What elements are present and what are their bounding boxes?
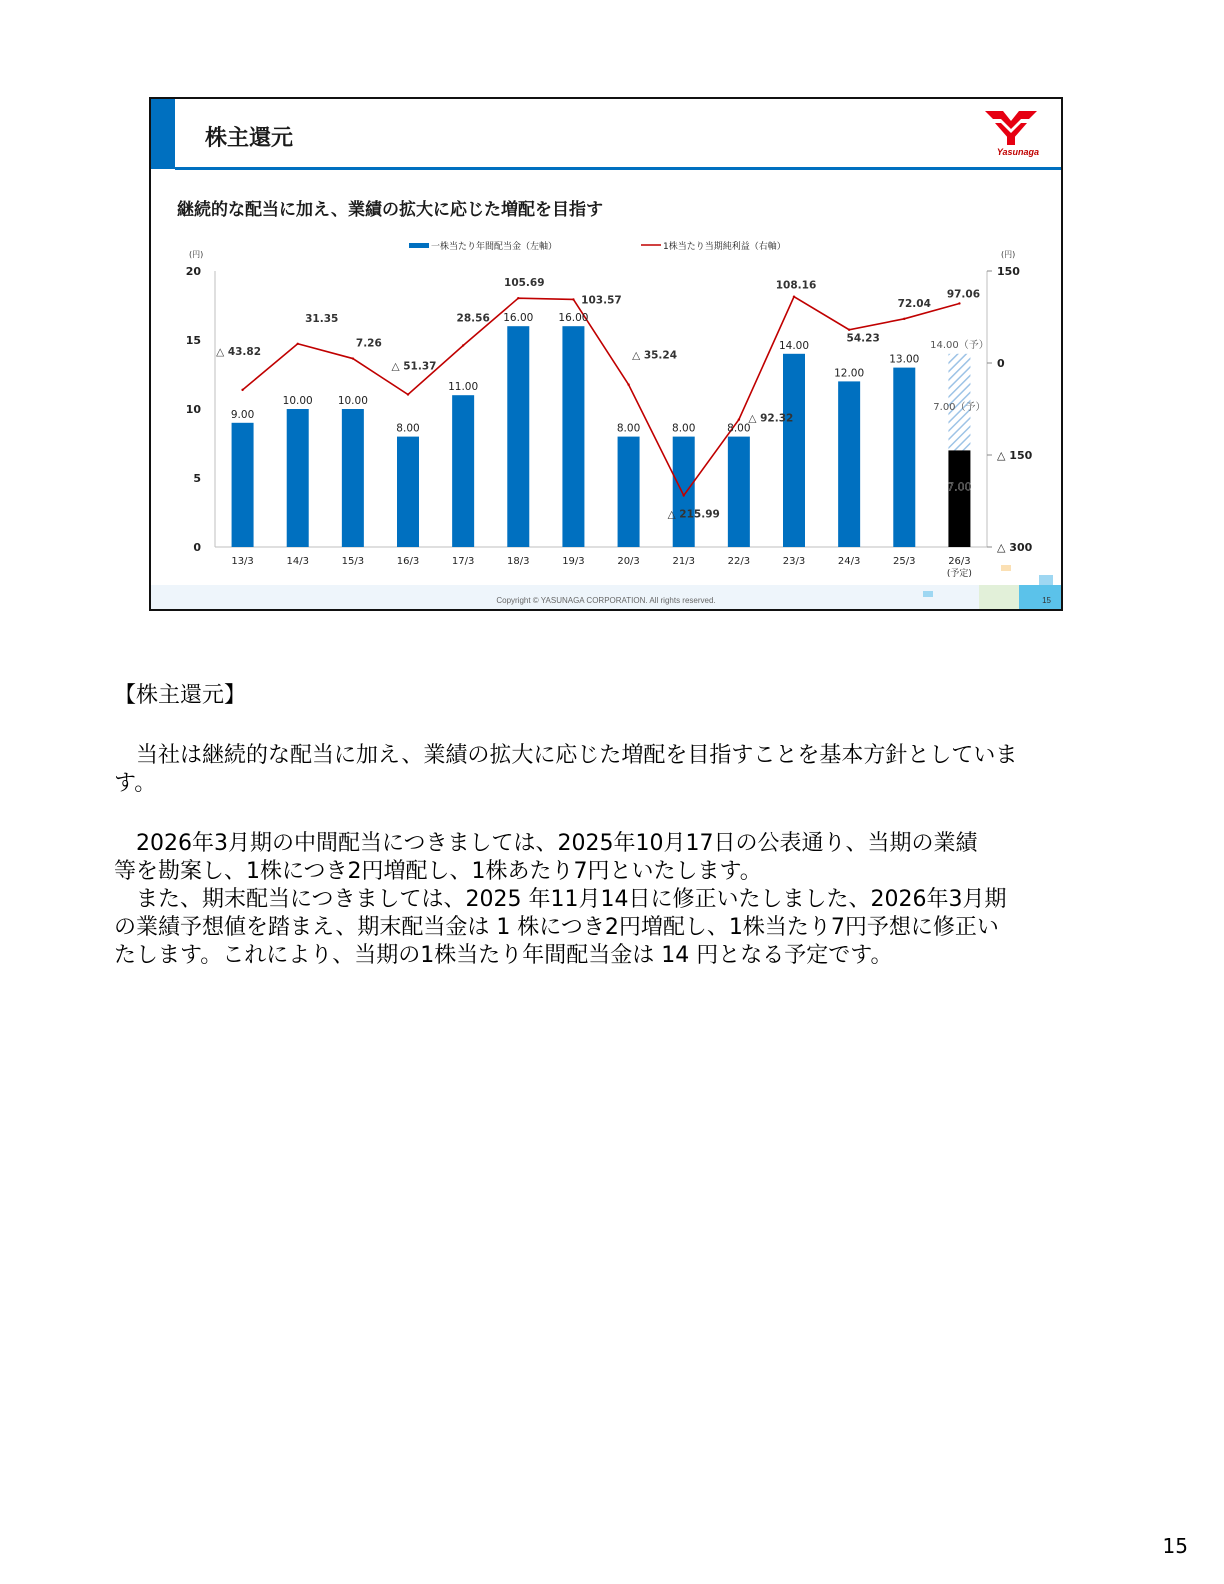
page-number: 15 [1162,1534,1188,1558]
bar [673,437,695,547]
forecast-total-label: 14.00（予） [930,339,989,351]
bar-label: 16.00 [558,312,589,325]
x-tick-note: (予定) [946,569,972,579]
logo-text: Yasunaga [996,147,1039,157]
eps-label: 108.16 [775,279,817,292]
x-tick-label: 21/3 [672,556,695,567]
eps-point [352,357,354,359]
eps-label: 97.06 [946,288,981,301]
body-text [114,682,1114,970]
eps-point [627,383,629,385]
eps-label: 103.57 [581,294,622,307]
bar [618,437,640,547]
forecast-half-label: 7.00（予） [933,401,986,413]
right-axis-unit: (円) [1001,250,1016,259]
bar-label: 10.00 [337,395,368,407]
legend-line-label: 1株当たり当期純利益（右軸） [663,242,786,252]
slide-number: 15 [1042,596,1051,605]
eps-point [462,344,464,346]
left-axis-unit: (円) [189,250,204,259]
bar-label: 16.00 [503,312,534,325]
x-tick-label: 18/3 [507,556,530,567]
x-tick-label: 22/3 [727,556,751,567]
bar [893,368,915,547]
bar-label: 8.00 [727,422,751,435]
footer-decoration [1039,575,1053,585]
slide [149,97,1063,611]
eps-point [848,329,850,331]
legend [409,240,786,252]
left-tick-label: 5 [193,472,201,485]
x-tick-label: 17/3 [451,556,475,567]
eps-point [683,494,685,496]
bar-label: 11.00 [448,381,479,394]
eps-label: 7.26 [355,337,382,350]
right-tick-label: △ 150 [997,449,1033,462]
eps-point [241,389,243,391]
left-tick-label: 0 [193,541,201,554]
dividend-eps-chart [151,99,1061,609]
bar-label: 8.00 [396,422,420,435]
x-tick-label: 23/3 [782,556,806,567]
bar [452,395,474,547]
eps-label: 54.23 [846,332,880,345]
x-tick-label: 20/3 [617,556,640,567]
bar [783,354,805,547]
eps-label: △ 215.99 [667,508,720,521]
copyright-text: Copyright © YASUNAGA CORPORATION. All rights reserved. [496,596,716,605]
eps-label: 72.04 [897,297,931,310]
bar [562,326,584,547]
bar-label: 7.00 [947,480,972,494]
x-tick-label: 13/3 [231,556,254,567]
slide-subtitle: 継続的な配当に加え、業績の拡大に応じた増配を目指す [177,200,604,220]
bar [948,450,970,547]
bar-label: 13.00 [889,353,920,366]
bar [342,409,364,547]
paragraph-line: の業績予想値を踏まえ、期末配当金は 1 株につき2円増配し、1株当たり7円予想に修正い [114,915,999,940]
paragraph-line: 2026年3月期の中間配当につきましては、2025年10月17日の公表通り、当期の業績 [114,831,978,856]
paragraph-line: す。 [114,771,157,796]
x-tick-label: 15/3 [341,556,365,567]
left-tick-label: 15 [185,334,201,347]
right-tick-label: 150 [997,265,1020,278]
bar [397,437,419,547]
paragraph-line: また、期末配当につきましては、2025 年11月14日に修正いたしました、2026年3月期 [114,887,1007,912]
x-tick-label: 19/3 [562,556,585,567]
bar-label: 9.00 [230,408,255,421]
paragraph-line: 等を勘案し、1株につき2円増配し、1株あたり7円といたします。 [114,859,762,884]
eps-label: 105.69 [504,277,545,290]
right-tick-label: 0 [997,357,1005,370]
eps-point [407,393,409,395]
x-tick-label: 16/3 [396,556,420,567]
legend-bar-label: 一株当たり年間配当金（左軸） [431,242,558,252]
bar-label: 8.00 [616,422,641,435]
eps-point [958,302,960,304]
x-tick-label: 14/3 [286,556,309,567]
eps-point [297,343,299,345]
eps-point [738,418,740,420]
left-tick-label: 10 [185,403,201,416]
bar-label: 14.00 [778,339,810,352]
bar [287,409,309,547]
x-tick-label: 25/3 [893,556,916,567]
bar [728,437,750,547]
x-tick-label: 26/3 [948,556,971,567]
eps-label: △ 35.24 [632,349,678,362]
eps-label: 28.56 [456,312,490,325]
bar-label: 8.00 [672,422,696,435]
eps-label: △ 51.37 [391,360,437,373]
bar-label: 10.00 [282,395,313,407]
bar-label: 12.00 [834,367,865,380]
bar [838,381,860,547]
slide-title: 株主還元 [205,126,294,151]
eps-point [572,298,574,300]
right-tick-label: △ 300 [997,541,1033,554]
bar [232,423,254,547]
paragraph-line: たします。これにより、当期の1株当たり年間配当金は 14 円となる予定です。 [114,943,893,968]
paragraph-line: 当社は継続的な配当に加え、業績の拡大に応じた増配を目指すことを基本方針としていま [114,743,1018,768]
eps-point [903,318,905,320]
x-tick-label: 24/3 [837,556,861,567]
eps-label: △ 92.32 [748,412,794,425]
section-heading: 【株主還元】 [114,683,247,708]
bar [507,326,529,547]
eps-label: △ 43.82 [216,345,262,358]
legend-bar-swatch [409,243,429,248]
footer-decoration [1001,565,1011,571]
eps-point [793,295,795,297]
left-tick-label: 20 [185,265,201,278]
eps-label: 31.35 [305,312,339,325]
eps-point [517,297,519,299]
